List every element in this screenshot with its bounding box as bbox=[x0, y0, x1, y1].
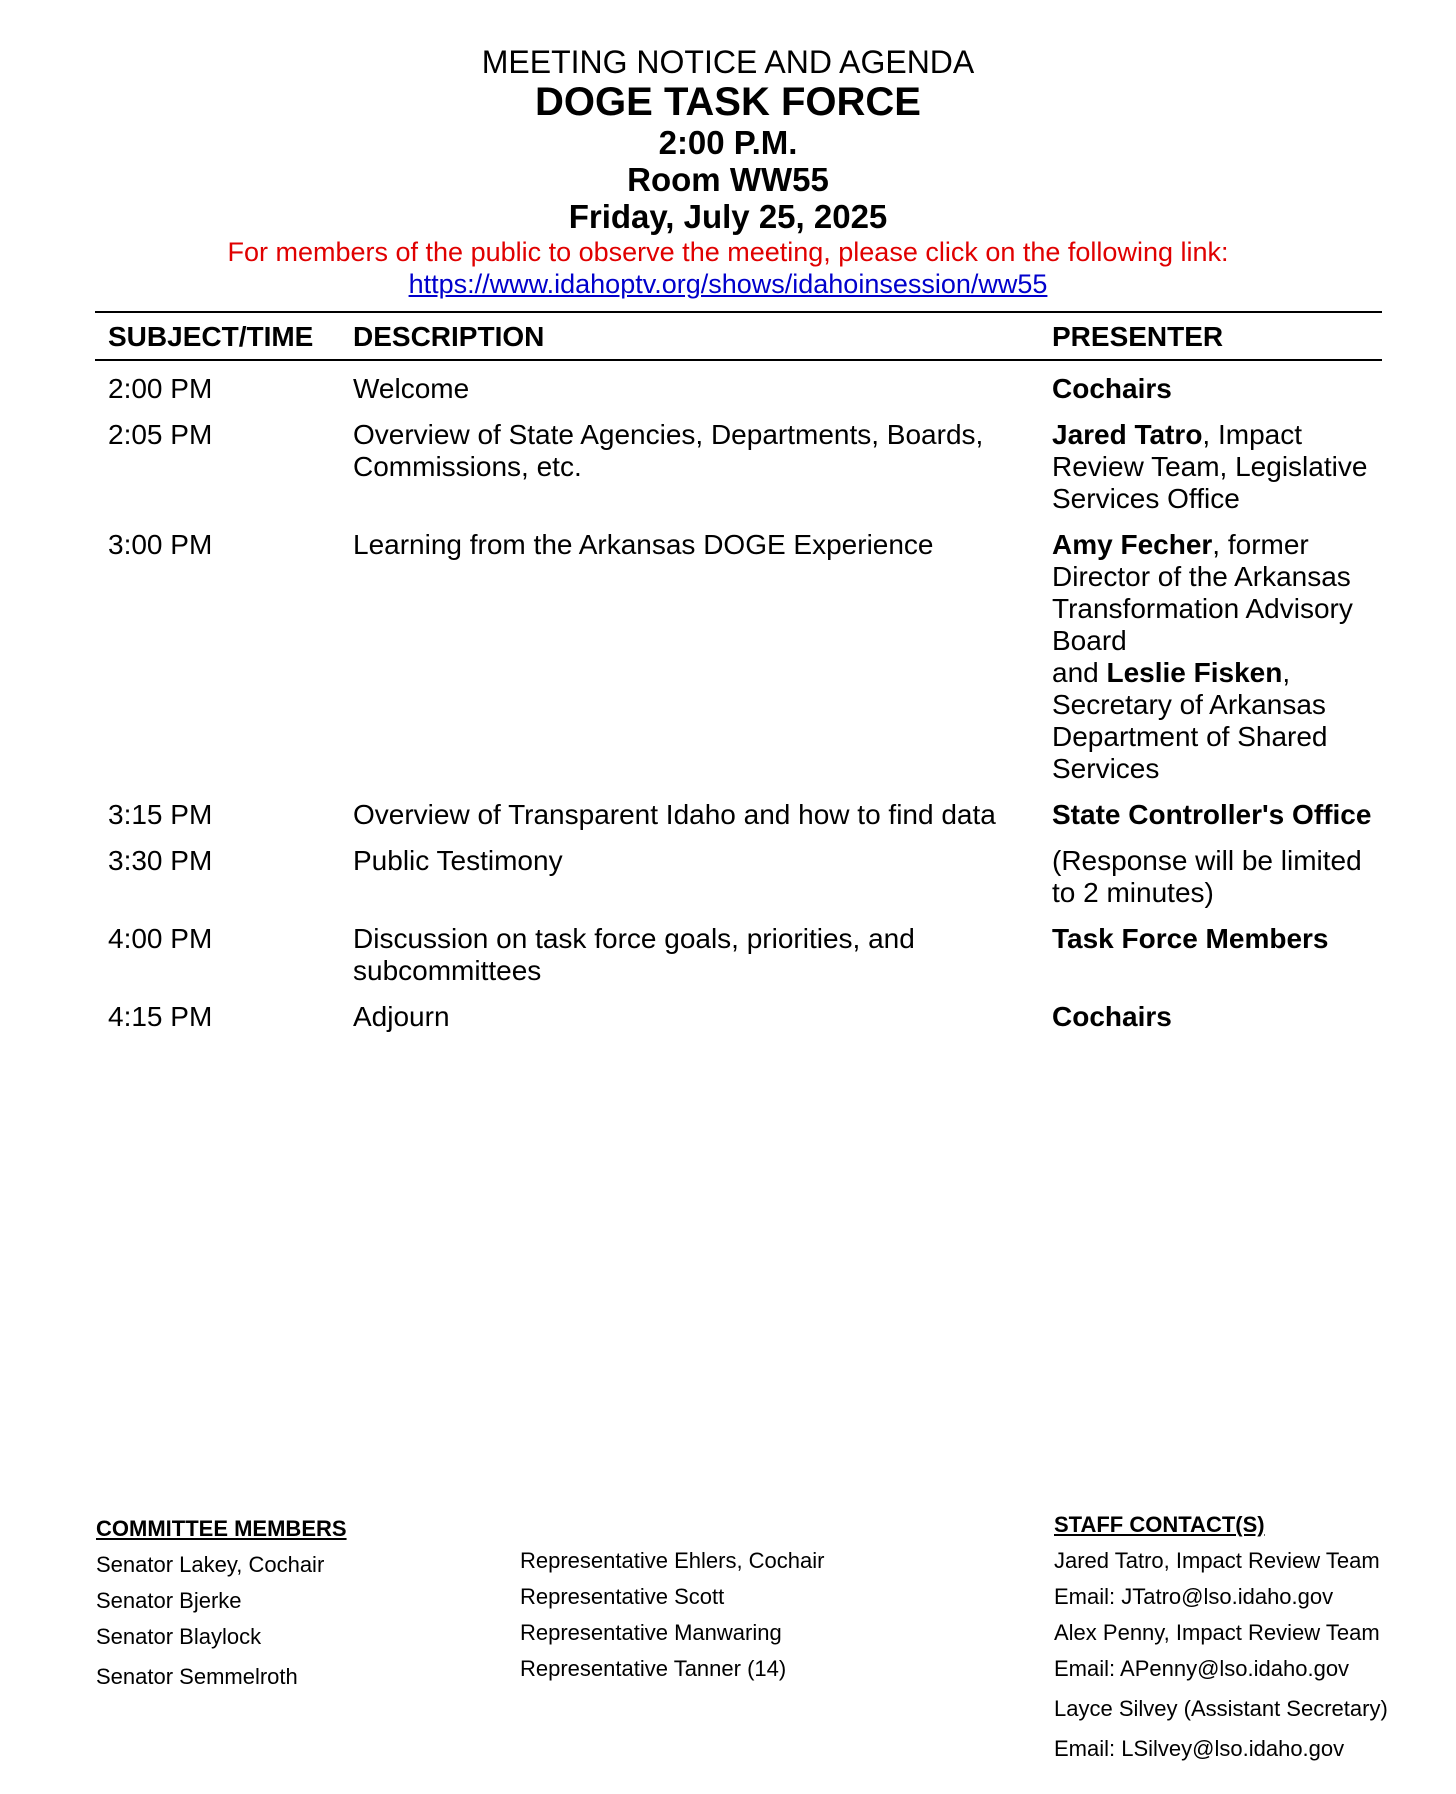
agenda-presenter bbox=[1048, 373, 1382, 405]
presenter-name: Jared Tatro bbox=[1052, 419, 1203, 450]
staff-contact-line: Alex Penny, Impact Review Team bbox=[1054, 1620, 1380, 1645]
agenda-description: Overview of Transparent Idaho and how to find data bbox=[353, 799, 996, 830]
staff-contacts-heading: STAFF CONTACT(S) bbox=[1054, 1512, 1265, 1537]
agenda-time: 4:15 PM bbox=[108, 1001, 213, 1032]
agenda-table bbox=[95, 311, 1382, 1041]
table-row bbox=[95, 523, 1382, 793]
column-header-subject: SUBJECT/TIME bbox=[108, 321, 314, 352]
presenter-name: Cochairs bbox=[1052, 373, 1172, 404]
agenda-description: Overview of State Agencies, Departments, Boards, Commissions, etc. bbox=[353, 419, 984, 482]
senator-member: Senator Lakey, Cochair bbox=[96, 1552, 325, 1577]
agenda-description: Public Testimony bbox=[353, 845, 563, 876]
presenter-name-2: Leslie Fisken bbox=[1106, 657, 1283, 688]
senator-member: Senator Semmelroth bbox=[96, 1664, 298, 1689]
presenter-name: Amy Fecher bbox=[1052, 529, 1213, 560]
column-header-description: DESCRIPTION bbox=[353, 321, 545, 352]
agenda-time: 3:00 PM bbox=[108, 529, 213, 560]
agenda-presenter bbox=[1048, 529, 1382, 785]
presenter-name: State Controller's Office bbox=[1052, 799, 1372, 830]
agenda-time: 3:15 PM bbox=[108, 799, 213, 830]
table-row bbox=[95, 839, 1382, 917]
staff-contact-line: Layce Silvey (Assistant Secretary) bbox=[1054, 1696, 1388, 1721]
agenda-time: 4:00 PM bbox=[108, 923, 213, 954]
staff-contact-line: Email: LSilvey@lso.idaho.gov bbox=[1054, 1736, 1345, 1761]
public-observe-text: For members of the public to observe the meeting, please click on the following link: bbox=[227, 237, 1229, 267]
agenda-header bbox=[0, 40, 1456, 301]
meeting-date: Friday, July 25, 2025 bbox=[568, 198, 888, 235]
table-header-rule bbox=[95, 359, 1382, 361]
agenda-time: 3:30 PM bbox=[108, 845, 213, 876]
presenter-affiliation-2: , Secretary of Arkansas Department of Shared Services bbox=[1052, 657, 1328, 784]
presenter-and: and bbox=[1052, 657, 1107, 688]
table-header-row bbox=[95, 313, 1382, 359]
staff-contacts bbox=[1054, 1507, 1388, 1767]
agenda-presenter bbox=[1048, 799, 1382, 831]
presenter-name: Task Force Members bbox=[1052, 923, 1329, 954]
presenter-affiliation: , Impact Review Team, Legislative Services Office bbox=[1052, 419, 1368, 514]
senator-member: Senator Bjerke bbox=[96, 1588, 242, 1613]
agenda-time: 2:05 PM bbox=[108, 419, 213, 450]
table-row bbox=[95, 917, 1382, 995]
presenter-name: Cochairs bbox=[1052, 1001, 1172, 1032]
agenda-description: Adjourn bbox=[353, 1001, 450, 1032]
notice-heading: MEETING NOTICE AND AGENDA bbox=[481, 44, 975, 80]
meeting-room: Room WW55 bbox=[627, 161, 829, 198]
table-row bbox=[95, 995, 1382, 1041]
table-row bbox=[95, 793, 1382, 839]
livestream-link[interactable]: https://www.idahoptv.org/shows/idahoinsession/ww55 bbox=[408, 269, 1048, 299]
presenter-note: (Response will be limited to 2 minutes) bbox=[1052, 845, 1362, 908]
agenda-time: 2:00 PM bbox=[108, 373, 213, 404]
representative-member: Representative Scott bbox=[520, 1584, 725, 1609]
representative-member: Representative Manwaring bbox=[520, 1620, 782, 1645]
representative-member: Representative Ehlers, Cochair bbox=[520, 1548, 825, 1573]
meeting-time: 2:00 P.M. bbox=[658, 124, 798, 161]
committee-members-representatives bbox=[520, 1543, 824, 1687]
agenda-presenter bbox=[1048, 923, 1382, 987]
committee-members-heading: COMMITTEE MEMBERS bbox=[96, 1516, 347, 1541]
representative-member: Representative Tanner (14) bbox=[520, 1656, 787, 1681]
presenter-affiliation: , former Director of the Arkansas Transformation Advisory Board bbox=[1052, 529, 1353, 656]
committee-members-senators bbox=[96, 1511, 347, 1695]
agenda-description: Welcome bbox=[353, 373, 470, 404]
agenda-presenter bbox=[1048, 419, 1382, 515]
table-row bbox=[95, 413, 1382, 523]
staff-contact-line: Jared Tatro, Impact Review Team bbox=[1054, 1548, 1380, 1573]
committee-title: DOGE TASK FORCE bbox=[535, 80, 921, 124]
agenda-presenter bbox=[1048, 1001, 1382, 1033]
table-row bbox=[95, 367, 1382, 413]
agenda-presenter bbox=[1048, 845, 1382, 909]
staff-contact-line: Email: APenny@lso.idaho.gov bbox=[1054, 1656, 1350, 1681]
agenda-description: Learning from the Arkansas DOGE Experience bbox=[353, 529, 934, 560]
staff-contact-line: Email: JTatro@lso.idaho.gov bbox=[1054, 1584, 1334, 1609]
agenda-description: Discussion on task force goals, priorities, and subcommittees bbox=[353, 923, 915, 986]
senator-member: Senator Blaylock bbox=[96, 1624, 262, 1649]
column-header-presenter: PRESENTER bbox=[1052, 321, 1224, 352]
